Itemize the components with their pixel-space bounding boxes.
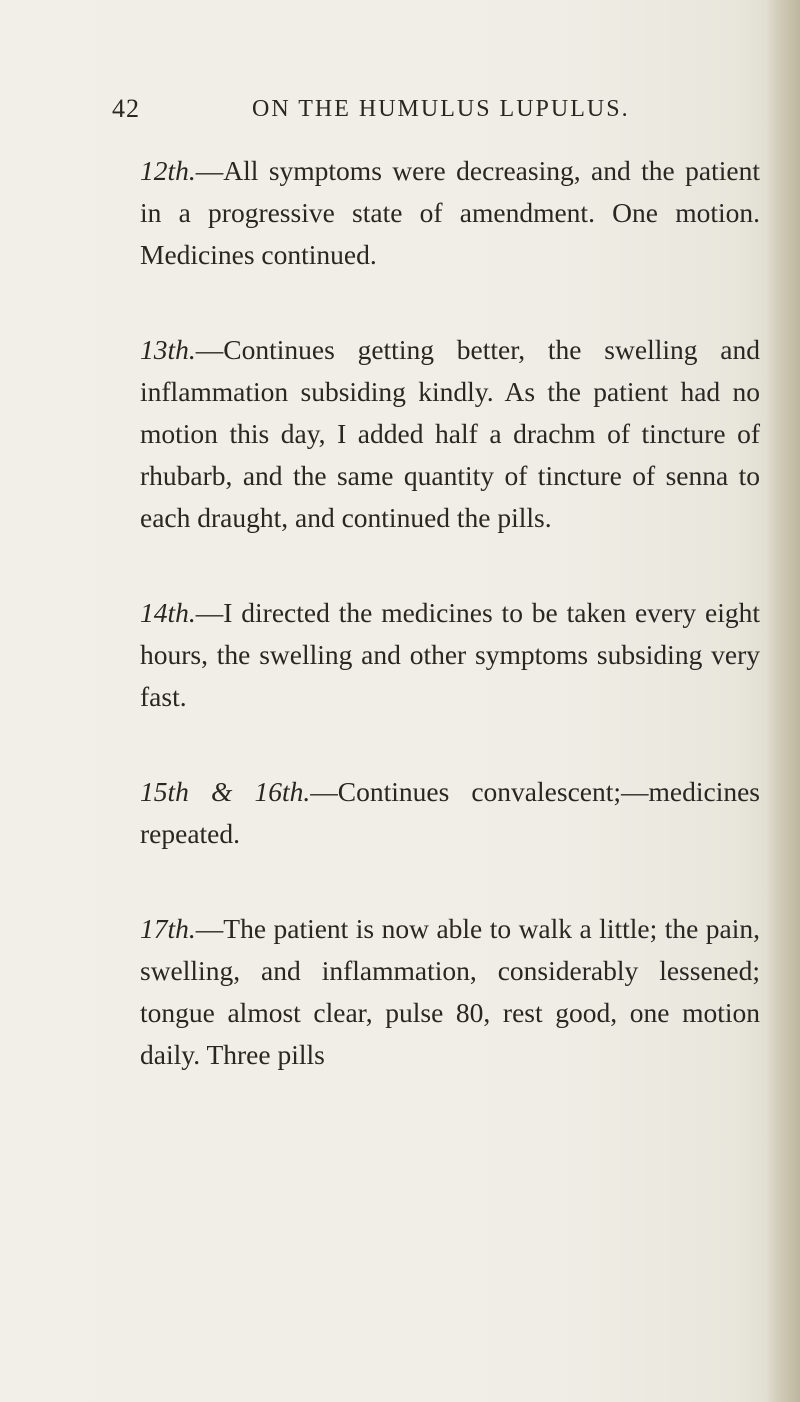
paragraph-13th — [140, 329, 760, 539]
entry-text: —I directed the medicines to be taken every eight hours, the swelling and other symptoms subsiding very fast. — [140, 597, 760, 712]
entry-text: —Continues getting better, the swelling and inflammation subsiding kindly. As the patient had no motion this day, I added half a drachm of tincture of rhubarb, and the same quantity of tincture of senna to each draught, and continued the pills. — [140, 334, 760, 533]
page-number: 42 — [112, 94, 140, 123]
entry-date: 15th & 16th. — [140, 776, 311, 807]
paragraph-17th — [140, 908, 760, 1076]
entry-date: 12th. — [140, 155, 196, 186]
entry-date: 14th. — [140, 597, 196, 628]
entry-text: —Continues convalescent;—medicines repeated. — [140, 776, 760, 849]
entry-text: —The patient is now able to walk a little; the pain, swelling, and inflammation, considerably lessened; tongue almost clear, pulse 80, rest good, one motion daily. Three pills — [140, 913, 760, 1070]
running-head — [112, 94, 752, 134]
entry-text: —All symptoms were decreasing, and the patient in a progressive state of amendment. One motion. Medicines continued. — [140, 155, 760, 270]
paragraph-15th-16th — [140, 771, 760, 855]
paragraph-14th — [140, 592, 760, 718]
page-edge — [766, 0, 800, 1402]
body-text — [140, 150, 760, 1076]
entry-date: 17th. — [140, 913, 196, 944]
running-title: ON THE HUMULUS LUPULUS. — [252, 96, 630, 122]
entry-date: 13th. — [140, 334, 196, 365]
paragraph-12th — [140, 150, 760, 276]
